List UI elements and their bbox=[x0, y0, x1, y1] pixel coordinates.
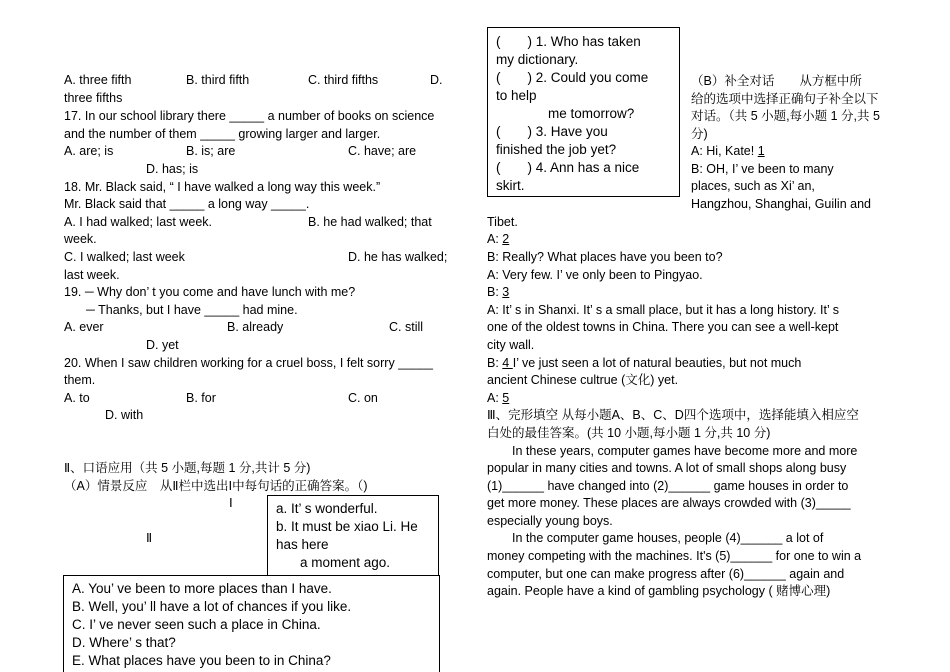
dialog-b1-4: Tibet. bbox=[487, 215, 518, 229]
blank-5: 5 bbox=[502, 391, 510, 405]
q19-option-d: D. yet bbox=[146, 338, 179, 352]
q17-option-a: A. are; is bbox=[64, 144, 114, 158]
passage-line-6: In the computer game houses, people (4)______ a lot of bbox=[512, 531, 824, 545]
section3-title-2: 白处的最佳答案。(共 10 小题,每小题 1 分,共 10 分) bbox=[487, 426, 771, 440]
q20-option-a: A. to bbox=[64, 391, 90, 405]
question-box bbox=[487, 27, 680, 197]
qbox-line-5: me tomorrow? bbox=[548, 106, 635, 121]
blank-1: 1 bbox=[757, 144, 765, 158]
dialog-b2: B: Really? What places have you been to? bbox=[487, 250, 723, 264]
q20-option-b: B. for bbox=[186, 391, 216, 405]
sectionB-title-1: （B）补全对话 从方框中所 bbox=[691, 74, 862, 88]
passage-line-7: money competing with the machines. It's (5)______ for one to win a bbox=[487, 549, 862, 563]
blank-2: 2 bbox=[502, 232, 510, 246]
q18-stem-2: Mr. Black said that _____ a long way _____. bbox=[64, 197, 310, 211]
dialog-b1-3: Hangzhou, Shanghai, Guilin and bbox=[691, 197, 871, 211]
q20-option-c: C. on bbox=[348, 391, 378, 405]
q17-option-d: D. has; is bbox=[146, 162, 199, 176]
qbox-line-6: ( ) 3. Have you bbox=[496, 124, 608, 139]
q16-option-d-cont: three fifths bbox=[64, 91, 123, 105]
blank-4: 4 bbox=[502, 356, 513, 370]
passage-line-1: In these years, computer games have become more and more bbox=[512, 444, 858, 458]
dialog-a4-1: A: It’ s in Shanxi. It’ s a small place, but it has a long history. It’ s bbox=[487, 303, 840, 317]
column-2-label: Ⅱ bbox=[146, 531, 153, 545]
box-choice-d: D. Where’ s that? bbox=[72, 635, 176, 650]
box-choice-b: B. Well, you’ ll have a lot of chances if you like. bbox=[72, 599, 352, 614]
section3-title-1: Ⅲ、完形填空 从每小题A、B、C、D四个选项中，选择能填入相应空 bbox=[487, 408, 859, 422]
q18-option-b-cont: week. bbox=[64, 232, 97, 246]
dialog-a4-3: city wall. bbox=[487, 338, 535, 352]
box-option-b-3: a moment ago. bbox=[300, 555, 391, 570]
q19-stem-2: ─ Thanks, but I have _____ had mine. bbox=[86, 303, 298, 317]
q16-option-a: A. three fifth bbox=[64, 73, 132, 87]
section2-title: Ⅱ、口语应用（共 5 小题,每题 1 分,共计 5 分) bbox=[64, 461, 311, 475]
sectionB-title-2: 给的选项中选择正确句子补全以下 bbox=[691, 92, 879, 106]
qbox-line-9: skirt. bbox=[496, 178, 525, 193]
q20-option-d: D. with bbox=[105, 408, 144, 422]
q18-option-d: D. he has walked; bbox=[348, 250, 448, 264]
q18-option-d-cont: last week. bbox=[64, 268, 120, 282]
q18-option-a: A. I had walked; last week. bbox=[64, 215, 212, 229]
q16-option-c: C. third fifths bbox=[308, 73, 379, 87]
q17-stem-1: 17. In our school library there _____ a number of books on science bbox=[64, 109, 435, 123]
column-1-label: Ⅰ bbox=[229, 496, 233, 510]
passage-line-9: again. People have a kind of gambling psychology ( 赌博心理) bbox=[487, 584, 831, 598]
blank-3: 3 bbox=[502, 285, 510, 299]
qbox-line-1: ( ) 1. Who has taken bbox=[496, 34, 641, 49]
passage-line-8: computer, but one can make progress after (6)______ again and bbox=[487, 567, 845, 581]
passage-line-2: popular in many cities and towns. A lot of small shops along busy bbox=[487, 461, 847, 475]
q16-option-b: B. third fifth bbox=[186, 73, 250, 87]
passage-line-5: especially young boys. bbox=[487, 514, 613, 528]
dialog-b4: B: 4 I’ ve just seen a lot of natural beauties, but not much bbox=[487, 356, 802, 370]
q18-stem-1: 18. Mr. Black said, “ I have walked a long way this week.” bbox=[64, 180, 381, 194]
q17-stem-2: and the number of them _____ growing larger and larger. bbox=[64, 127, 381, 141]
box-option-a: a. It’ s wonderful. bbox=[276, 501, 378, 516]
box-option-b-1: b. It must be xiao Li. He bbox=[276, 519, 418, 534]
qbox-line-2: my dictionary. bbox=[496, 52, 579, 67]
q18-option-c: C. I walked; last week bbox=[64, 250, 185, 264]
box-option-b-2: has here bbox=[276, 537, 329, 552]
qbox-line-4: to help bbox=[496, 88, 537, 103]
sectionB-title-4: 分) bbox=[691, 127, 708, 141]
sectionB-title-3: 对话。（共 5 小题,每小题 1 分,共 5 bbox=[691, 109, 880, 123]
section2a-title: （A）情景反应 从Ⅱ栏中选出Ⅰ中每句话的正确答案。（) bbox=[64, 479, 368, 493]
q19-option-a: A. ever bbox=[64, 320, 104, 334]
qbox-line-3: ( ) 2. Could you come bbox=[496, 70, 649, 85]
q17-option-b: B. is; are bbox=[186, 144, 236, 158]
dialog-b4-2: ancient Chinese cultrue (文化) yet. bbox=[487, 373, 679, 387]
q19-stem-1: 19. ─ Why don’ t you come and have lunch with me? bbox=[64, 285, 356, 299]
dialog-b3: B: 3 bbox=[487, 285, 510, 299]
box-choice-a: A. You’ ve been to more places than I have. bbox=[72, 581, 332, 596]
q17-option-c: C. have; are bbox=[348, 144, 417, 158]
q19-option-b: B. already bbox=[227, 320, 284, 334]
q20-stem-2: them. bbox=[64, 373, 96, 387]
box-choice-c: C. I’ ve never seen such a place in China. bbox=[72, 617, 321, 632]
q19-option-c: C. still bbox=[389, 320, 424, 334]
answer-box-right bbox=[267, 495, 439, 576]
answer-box-bottom bbox=[63, 575, 440, 672]
dialog-a1: A: Hi, Kate! 1 bbox=[691, 144, 765, 158]
passage-line-4: get more money. These places are always crowded with (3)_____ bbox=[487, 496, 851, 510]
dialog-b1-2: places, such as Xi’ an, bbox=[691, 179, 815, 193]
qbox-line-8: ( ) 4. Ann has a nice bbox=[496, 160, 640, 175]
q18-option-b: B. he had walked; that bbox=[308, 215, 432, 229]
dialog-a2: A: 2 bbox=[487, 232, 510, 246]
dialog-a4-2: one of the oldest towns in China. There you can see a well-kept bbox=[487, 320, 839, 334]
dialog-a3: A: Very few. I’ ve only been to Pingyao. bbox=[487, 268, 703, 282]
box-choice-e: E. What places have you been to in China? bbox=[72, 653, 331, 668]
q20-stem-1: 20. When I saw children working for a cruel boss, I felt sorry _____ bbox=[64, 356, 433, 370]
qbox-line-7: finished the job yet? bbox=[496, 142, 617, 157]
dialog-b1-1: B: OH, I’ ve been to many bbox=[691, 162, 834, 176]
q16-option-d: D. bbox=[430, 73, 443, 87]
passage-line-3: (1)______ have changed into (2)______ game houses in order to bbox=[487, 479, 849, 493]
dialog-a5: A: 5 bbox=[487, 391, 510, 405]
